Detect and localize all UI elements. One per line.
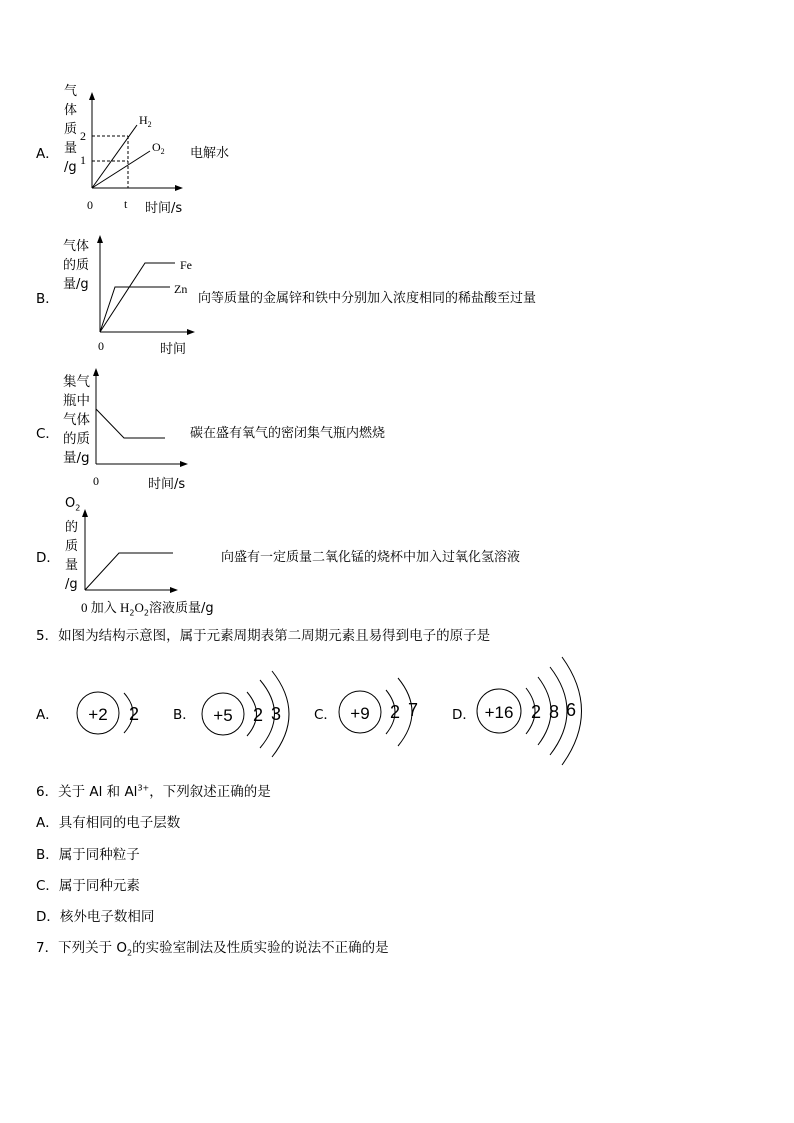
atom-d-shell-3: 6 [565, 700, 577, 720]
q7-stem: 7．下列关于 $O_2$的实验室制法及性质实验的说法不正确的是 [36, 940, 389, 958]
option-b-x-label: 时间 [160, 342, 187, 357]
option-a-xtick-0: 0 [87, 198, 93, 212]
atom-c [339, 678, 418, 746]
atom-a-nucleus: +2 [88, 705, 108, 724]
option-d-letter: D． [36, 550, 60, 566]
option-a-y-label: 气 体 质 量 /g [64, 84, 78, 175]
option-b-letter: B． [36, 291, 59, 307]
q6-option-c: C．属于同种元素 [36, 878, 140, 894]
atom-d-nucleus: +16 [484, 703, 514, 722]
option-d-y-label: $O_2$ 的 质 量 /g [65, 496, 81, 592]
atom-b-shell-2: 3 [270, 704, 282, 724]
option-c-y-label: 集气 瓶中 气体 的质 量/g [63, 374, 90, 466]
option-c-desc: 碳在盛有氧气的密闭集气瓶内燃烧 [190, 426, 386, 441]
atom-d-shell-1: 2 [530, 702, 542, 722]
atom-b [202, 671, 289, 757]
option-c-origin: 0 [93, 474, 99, 488]
option-b-desc: 向等质量的金属锌和铁中分别加入浓度相同的稀盐酸至过量 [198, 291, 537, 306]
atom-d-shell-2: 8 [548, 702, 560, 722]
option-b-y-label: 气体 的质 量/g [63, 239, 90, 292]
q5-option-d-letter: D． [452, 707, 476, 723]
q5-stem: 5．如图为结构示意图，属于元素周期表第二周期元素且易得到电子的原子是 [36, 628, 491, 644]
option-a-series-h2: $H_2$ [139, 113, 152, 129]
atom-c-shell-1: 2 [389, 702, 401, 722]
atom-b-shell-1: 2 [252, 705, 264, 725]
q6-option-b: B．属于同种粒子 [36, 847, 140, 863]
q5-option-b-letter: B． [173, 707, 196, 723]
option-a-letter: A． [36, 146, 59, 162]
option-b-series-fe: Fe [180, 258, 192, 272]
option-a-xtick-t: t [124, 197, 128, 211]
option-c-letter: C． [36, 426, 59, 442]
q6-option-d: D．核外电子数相同 [36, 909, 155, 925]
atom-c-shell-2: 7 [407, 700, 419, 720]
option-c-x-label: 时间/s [148, 477, 186, 492]
atom-a [77, 692, 139, 734]
option-b-origin: 0 [98, 339, 104, 353]
atom-a-shell-1: 2 [128, 704, 140, 724]
atom-b-nucleus: +5 [213, 706, 233, 725]
q6-option-a: A．具有相同的电子层数 [36, 815, 181, 831]
q5-option-a-letter: A． [36, 707, 59, 723]
option-d-desc: 向盛有一定质量二氧化锰的烧杯中加入过氧化氢溶液 [221, 550, 521, 565]
option-d-x-label: 0 加入 $H_2O_2$溶液质量/g [81, 600, 214, 618]
atom-c-nucleus: +9 [350, 704, 370, 723]
option-b-series-zn: Zn [174, 282, 188, 296]
option-a-series-o2: $O_2$ [152, 140, 165, 156]
option-a-ytick-2: 2 [80, 129, 86, 143]
q5-option-c-letter: C． [314, 707, 337, 723]
option-a-desc: 电解水 [190, 146, 230, 161]
q6-stem: 6．关于 Al 和 $Al^{3+}$，下列叙述正确的是 [36, 783, 271, 800]
option-a-x-label: 时间/s [145, 201, 183, 216]
atom-d [477, 657, 582, 765]
option-a-ytick-1: 1 [80, 153, 86, 167]
